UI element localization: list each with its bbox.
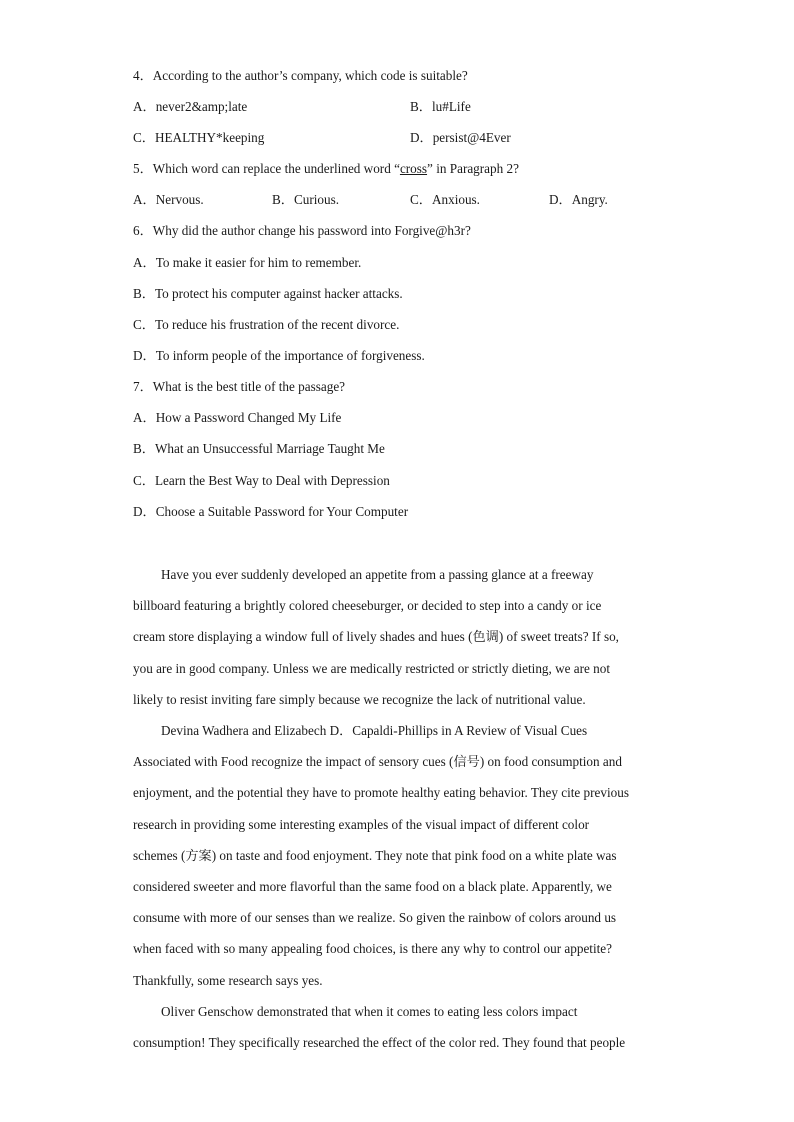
question-6-option-d: D．To inform people of the importance of forgiveness. (133, 348, 425, 363)
question-4-option-c: C．HEALTHY*keeping (133, 130, 265, 145)
question-7-stem: 7．What is the best title of the passage? (133, 379, 346, 394)
question-4-option-a: A．never2&amp;late (133, 99, 248, 114)
question-5-stem-pre: 5．Which word can replace the underlined word “ (133, 161, 400, 176)
passage-paragraph-3 (133, 996, 663, 1058)
passage-line: considered sweeter and more flavorful than the same food on a black plate. Apparently, we (133, 879, 612, 895)
passage-line: consumption! They specifically researched the effect of the color red. They found that people (133, 1035, 626, 1051)
question-4-stem: 4．According to the author’s company, which code is suitable? (133, 68, 468, 83)
question-5-option-c: C．Anxious. (410, 192, 480, 207)
question-6-option-b: B．To protect his computer against hacker attacks. (133, 286, 403, 301)
passage-paragraph-2 (133, 715, 663, 996)
question-7-option-d: D．Choose a Suitable Password for Your Computer (133, 504, 409, 519)
question-5-option-d: D．Angry. (549, 192, 608, 207)
question-5-stem (133, 160, 519, 178)
question-4-option-d: D．persist@4Ever (410, 130, 511, 145)
passage-paragraph-1 (133, 559, 663, 715)
passage-line: you are in good company. Unless we are medically restricted or strictly dieting, we are not (133, 660, 611, 676)
passage-line: Have you ever suddenly developed an appetite from a passing glance at a freeway (161, 567, 594, 582)
question-7-option-c: C．Learn the Best Way to Deal with Depression (133, 473, 390, 488)
passage-line: consume with more of our senses than we realize. So given the rainbow of colors around us (133, 910, 617, 926)
question-5-stem-post: ” in Paragraph 2? (427, 161, 519, 176)
passage-line: when faced with so many appealing food choices, is there any why to control our appetite? (133, 941, 612, 957)
passage-line: research in providing some interesting examples of the visual impact of different color (133, 816, 590, 832)
question-5-option-a: A．Nervous. (133, 192, 204, 207)
underlined-word: cross (399, 161, 428, 176)
passage-line: enjoyment, and the potential they have to promote healthy eating behavior. They cite previous (133, 785, 629, 801)
passage-line: Associated with Food recognize the impact of sensory cues (信号) on food consumption and (133, 754, 622, 770)
passage-line: cream store displaying a window full of lively shades and hues (色调) of sweet treats? If so, (133, 629, 619, 645)
question-7-option-b: B．What an Unsuccessful Marriage Taught Me (133, 441, 385, 456)
question-4-option-b: B．lu#Life (410, 99, 471, 114)
passage-line: likely to resist inviting fare simply because we recognize the lack of nutritional value. (133, 691, 586, 707)
passage-line: schemes (方案) on taste and food enjoyment. They note that pink food on a white plate was (133, 847, 617, 863)
passage-line: Thankfully, some research says yes. (133, 972, 323, 988)
passage-line: billboard featuring a brightly colored cheeseburger, or decided to step into a candy or ice (133, 598, 602, 614)
passage-line: Devina Wadhera and Elizabech D．Capaldi-Phillips in A Review of Visual Cues (161, 723, 588, 738)
passage-line: Oliver Genschow demonstrated that when it comes to eating less colors impact (161, 1004, 578, 1019)
question-6-stem: 6．Why did the author change his password into Forgive@h3r? (133, 223, 471, 238)
question-5-option-b: B．Curious. (272, 192, 340, 207)
question-6-option-c: C．To reduce his frustration of the recent divorce. (133, 317, 400, 332)
question-6-option-a: A．To make it easier for him to remember. (133, 255, 362, 270)
question-7-option-a: A．How a Password Changed My Life (133, 410, 342, 425)
